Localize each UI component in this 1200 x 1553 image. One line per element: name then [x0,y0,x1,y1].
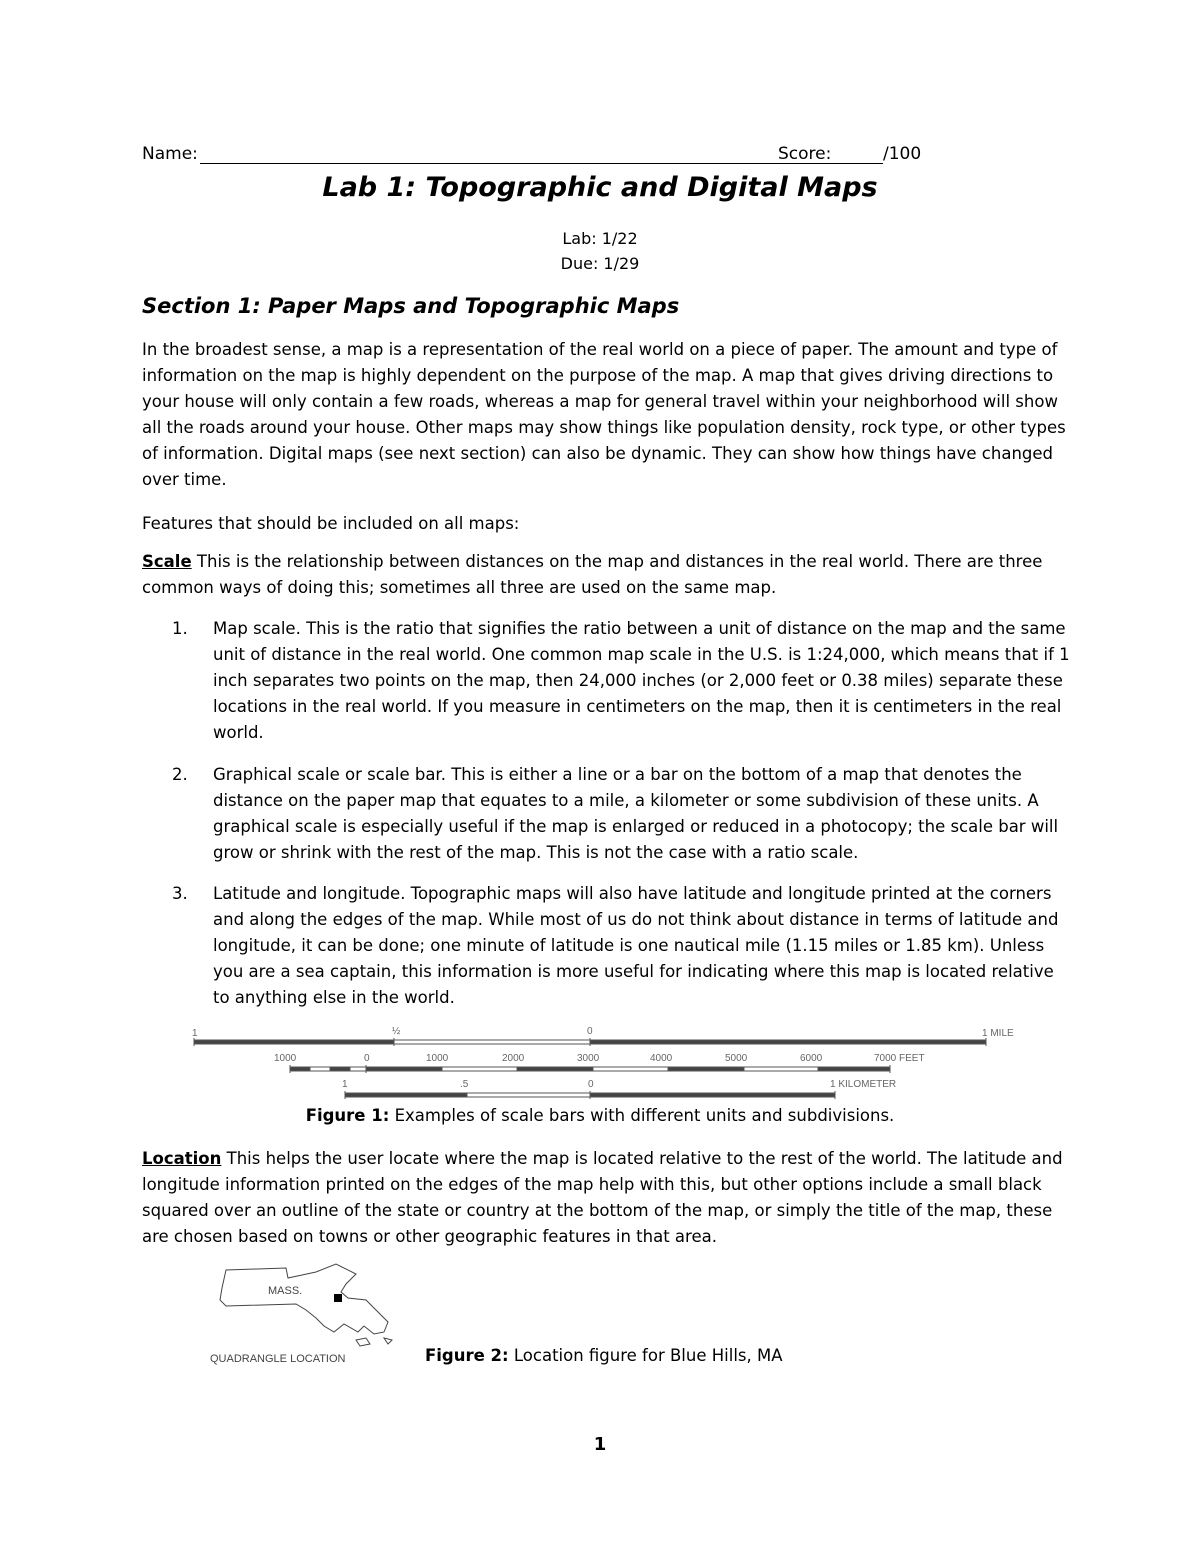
score-total: /100 [883,144,922,164]
mile-label-0: 0 [587,1026,593,1037]
quadrangle-location-label: QUADRANGLE LOCATION [210,1353,346,1365]
lab-date: Lab: 1/22 [562,229,638,248]
figure-1-text: Examples of scale bars with different units and subdivisions. [389,1106,895,1125]
massachusetts-outline-graphic [206,1260,406,1370]
feet-label-0: 0 [364,1053,370,1064]
list-item [142,762,1072,866]
figure-2-text: Location figure for Blue Hills, MA [508,1346,783,1365]
feet-label-4000: 4000 [650,1053,673,1064]
state-label: MASS. [268,1285,303,1297]
name-score-header [142,144,932,170]
quadrangle-marker [334,1294,342,1302]
figure-2-label: Figure 2: [425,1346,509,1365]
km-label-0: 0 [588,1079,594,1090]
mile-label-1-mile: 1 MILE [982,1028,1014,1039]
location-term: Location [142,1149,222,1168]
mile-label-1: 1 [192,1028,198,1039]
scale-list-item-3 [142,881,1072,1011]
list-text: Map scale. This is the ratio that signifies the ratio between a unit of distance on the map and the same unit of distance in the real world. One common map scale in the U.S. is 1:24,000, which means that if 1 inch separates two points on the map, then 24,000 inches (or 2,000 feet or 0.38 miles) separate these locations in the real world. If you measure in centimeters on the map, then it is centimeters in the real world. [213,619,1070,742]
figure-2-caption [425,1346,783,1365]
scale-list-item-1 [142,616,1072,746]
scale-paragraph [142,549,1072,601]
scale-term: Scale [142,552,192,571]
page-title: Lab 1: Topographic and Digital Maps [322,172,878,203]
feet-bar [290,1065,890,1073]
list-item [142,616,1072,746]
km-bar [345,1091,835,1099]
list-item [142,881,1072,1011]
km-label-half: .5 [460,1079,469,1090]
figure-1-caption [0,1106,1200,1125]
features-intro: Features that should be included on all maps: [142,514,520,533]
feet-label-6000: 6000 [800,1053,823,1064]
location-paragraph [142,1146,1072,1250]
list-number: 2. [172,765,188,784]
km-label-1-kilometer: 1 KILOMETER [830,1079,897,1090]
score-label: Score: [778,144,832,164]
name-label: Name: [142,144,198,164]
scale-text: This is the relationship between distances on the map and distances in the real world. There are three common ways of doing this; sometimes all three are used on the same map. [142,552,1043,597]
list-text: Latitude and longitude. Topographic maps will also have latitude and longitude printed at the corners and along the edges of the map. While most of us do not think about distance in terms of latitude and longitude, it can be done; one minute of latitude is one nautical mile (1.15 miles or 1.85 km). Unless you are a sea captain, this information is more useful for indicating where this map is located relative to anything else in the world. [213,884,1059,1007]
list-text: Graphical scale or scale bar. This is either a line or a bar on the bottom of a map that denotes the distance on the paper map that equates to a mile, a kilometer or some subdivision of these units. A graphical scale is especially useful if the map is enlarged or reduced in a photocopy; the scale bar will grow or shrink with the rest of the map. This is not the case with a ratio scale. [213,765,1059,862]
quadrangle-location-figure [206,1260,406,1370]
list-number: 3. [172,884,188,903]
feet-label-2000: 2000 [502,1053,525,1064]
feet-label-3000: 3000 [577,1053,600,1064]
score-blank-line [833,163,883,164]
feet-label-1000-left: 1000 [274,1053,297,1064]
state-outline [220,1264,392,1346]
mile-bar [194,1038,986,1046]
lab-dates [0,226,1200,276]
scale-list-item-2 [142,762,1072,866]
intro-paragraph: In the broadest sense, a map is a representation of the real world on a piece of paper. The amount and type of information on the map is highly dependent on the purpose of the map. A map that gives driving directions to your house will only contain a few roads, whereas a map for general travel within your neighborhood will show all the roads around your house. Other maps may show things like population density, rock type, or other types of information. Digital maps (see next section) can also be dynamic. They can show how things have changed over time. [142,340,1066,489]
name-blank-line [200,163,846,164]
feet-label-1000: 1000 [426,1053,449,1064]
section-heading: Section 1: Paper Maps and Topographic Maps [142,294,680,318]
figure-1-label: Figure 1: [305,1106,390,1125]
scale-bars-figure [190,1024,1030,1100]
scale-bars-graphic [190,1024,1030,1100]
mile-label-half: ½ [392,1026,401,1037]
page-number: 1 [593,1434,607,1455]
due-date: Due: 1/29 [560,254,640,273]
km-label-1: 1 [342,1079,348,1090]
location-text: This helps the user locate where the map is located relative to the rest of the world. The latitude and longitude information printed on the edges of the map help with this, but other options include a small black squared over an outline of the state or country at the bottom of the map, or simply the title of the map, these are chosen based on towns or other geographic features in that area. [142,1149,1063,1246]
feet-label-5000: 5000 [725,1053,748,1064]
list-number: 1. [172,619,188,638]
feet-label-7000-feet: 7000 FEET [874,1053,925,1064]
